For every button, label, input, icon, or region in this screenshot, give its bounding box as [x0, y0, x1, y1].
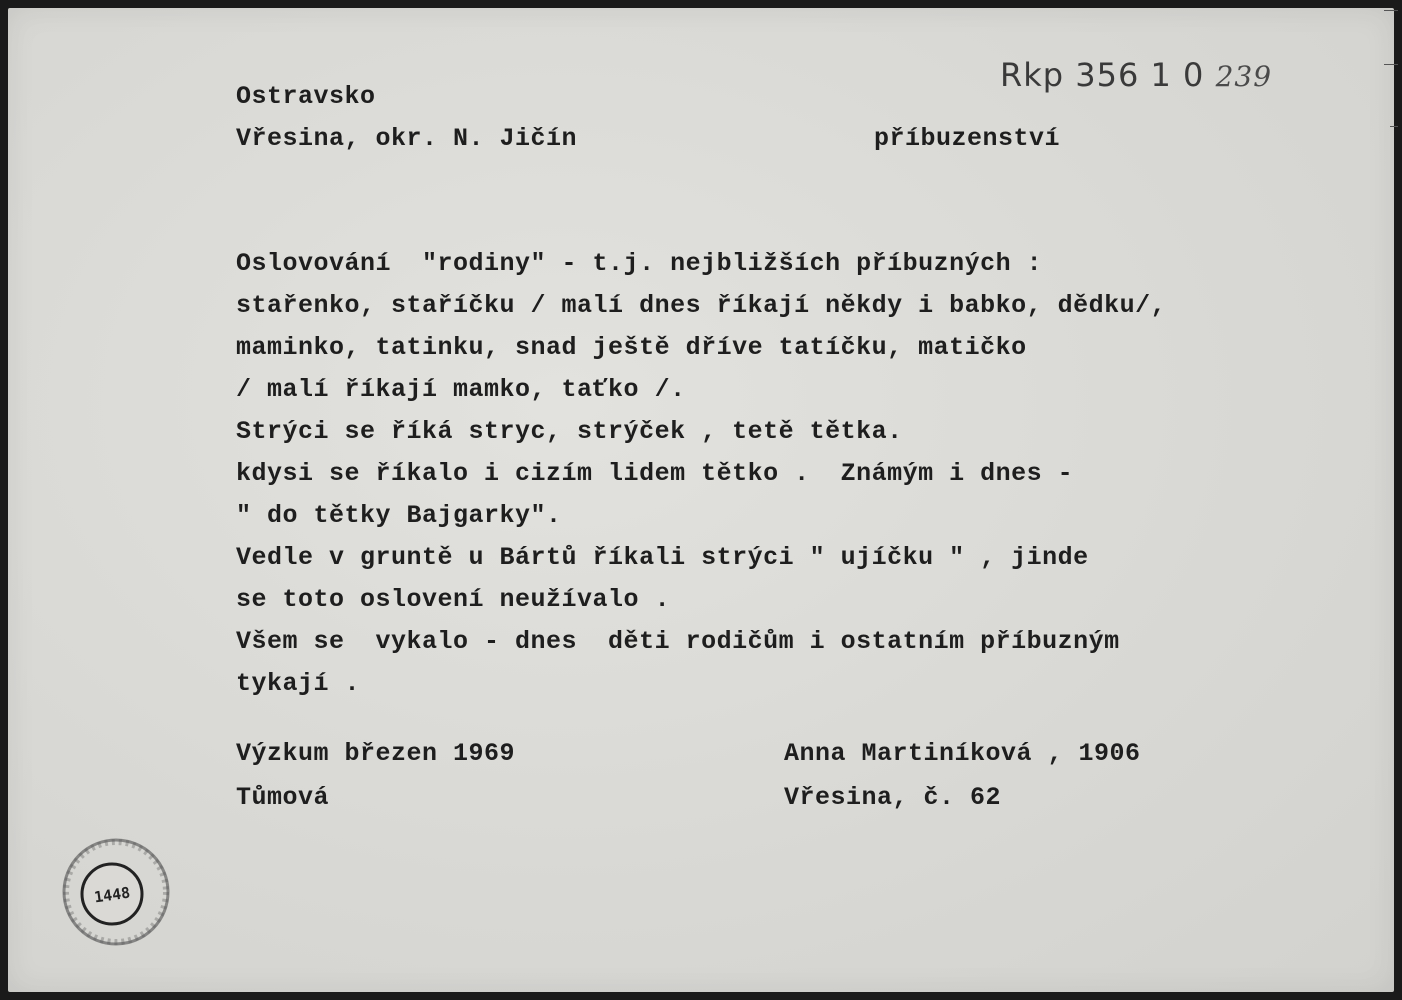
research-date: Výzkum březen 1969	[236, 739, 516, 768]
archive-stamp-icon	[58, 836, 178, 948]
body-line: stařenko, staříčku / malí dnes říkají někdy i babko, dědku/,	[236, 291, 1167, 320]
body-line: se toto oslovení neužívalo .	[236, 585, 671, 614]
archive-reference-printed: Rkp 356 1 0	[1000, 56, 1205, 94]
archive-reference	[1000, 56, 1272, 94]
archive-reference-handwritten: 239	[1215, 60, 1273, 93]
body-line: " do tětky Bajgarky".	[236, 501, 562, 530]
archive-card	[8, 8, 1394, 992]
body-line: tykají .	[236, 669, 361, 698]
edge-mark	[1384, 64, 1398, 65]
body-line: Všem se vykalo - dnes děti rodičům i ostatním příbuzným	[236, 627, 1120, 656]
researcher-name: Tůmová	[236, 783, 330, 812]
edge-mark	[1384, 10, 1398, 11]
informant-address: Vřesina, č. 62	[784, 783, 1002, 812]
edge-mark	[1390, 126, 1398, 127]
topic-label: příbuzenství	[874, 124, 1061, 153]
stamp-number: 1448	[92, 883, 132, 907]
region-heading: Ostravsko	[236, 82, 376, 111]
body-line: kdysi se říkalo i cizím lidem tětko . Známým i dnes -	[236, 459, 1074, 488]
body-line: / malí říkají mamko, taťko /.	[236, 375, 686, 404]
informant-name: Anna Martiníková , 1906	[784, 739, 1141, 768]
body-line: Strýci se říká stryc, strýček , tetě tětka.	[236, 417, 903, 446]
body-line: Oslovování "rodiny" - t.j. nejbližších příbuzných :	[236, 249, 1043, 278]
body-line: Vedle v gruntě u Bártů říkali strýci " ujíčku " , jinde	[236, 543, 1089, 572]
body-line: maminko, tatinku, snad ještě dříve tatíčku, matičko	[236, 333, 1027, 362]
locality-line: Vřesina, okr. N. Jičín	[236, 124, 578, 153]
